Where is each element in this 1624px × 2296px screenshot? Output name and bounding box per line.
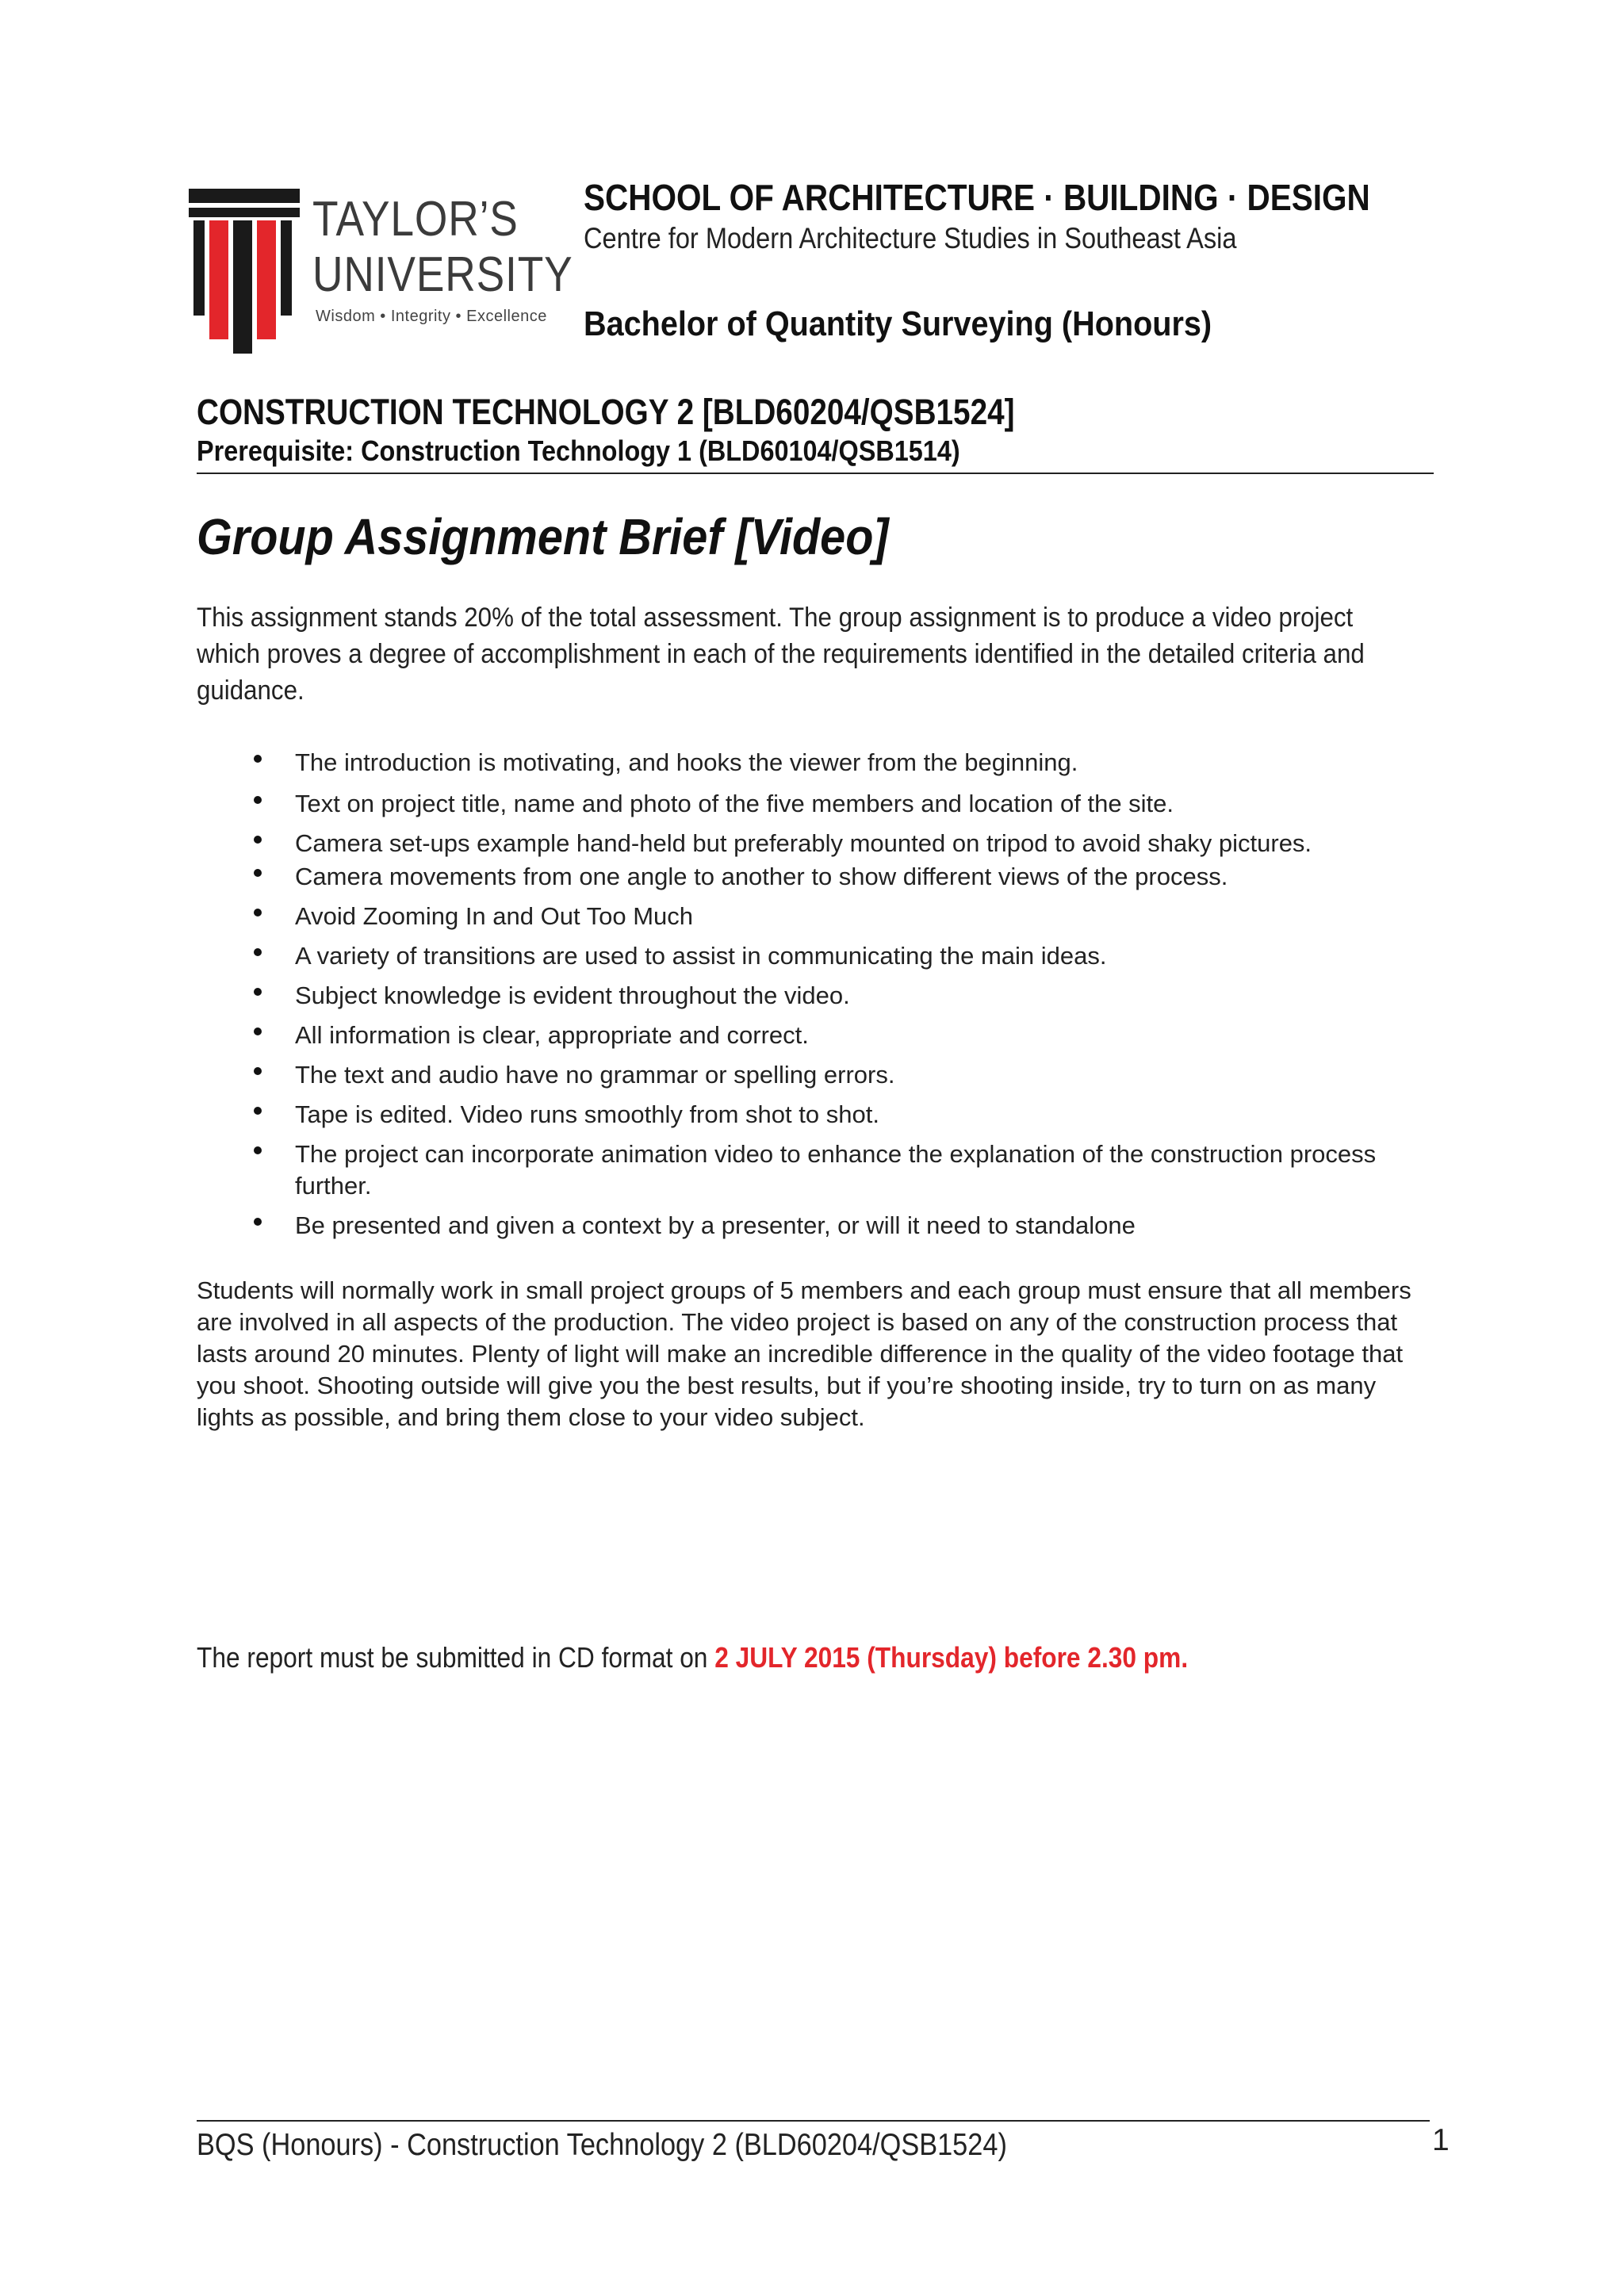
bullet-icon <box>254 1067 262 1075</box>
list-item: Be presented and given a context by a presenter, or will it need to standalone <box>197 1210 1450 1242</box>
list-item: All information is clear, appropriate and correct. <box>197 1020 1450 1051</box>
list-item: Text on project title, name and photo of the five members and location of the site. <box>197 788 1450 820</box>
bullet-icon <box>254 1218 262 1226</box>
bullet-icon <box>254 1146 262 1154</box>
body-paragraph: Students will normally work in small project groups of 5 members and each group must ensure that all members are involved in all aspects of the production. The video project is based on any of the construction process that lasts around 20 minutes. Plenty of light will make an incredible difference in the quality of the video footage that you shoot. Shooting outside will give you the best results, but if you’re shooting inside, try to turn on as many lights as possible, and bring them close to your video subject. <box>197 1276 1411 1431</box>
logo-tagline: Wisdom • Integrity • Excellence <box>316 308 547 325</box>
list-item: Camera set-ups example hand-held but preferably mounted on tripod to avoid shaky pictures. <box>197 828 1450 859</box>
bullet-icon <box>254 869 262 877</box>
bullet-icon <box>254 796 262 804</box>
footer-divider <box>197 2120 1430 2122</box>
intro-paragraph: This assignment stands 20% of the total assessment. The group assignment is to produce a video project which proves a degree of accomplishment in each of the requirements identified in the detailed criteria and guidance. <box>197 603 1365 706</box>
logo-line-2: UNIVERSITY <box>312 247 573 302</box>
logo-wordmark <box>312 192 573 303</box>
school-subtitle: Centre for Modern Architecture Studies in Southeast Asia <box>584 222 1237 254</box>
header-divider <box>197 473 1434 474</box>
list-item: The project can incorporate animation video to enhance the explanation of the construction process further. <box>197 1138 1450 1202</box>
page-number: 1 <box>1432 2123 1450 2157</box>
course-title: CONSTRUCTION TECHNOLOGY 2 [BLD60204/QSB1524] <box>197 392 1015 432</box>
footer-text: BQS (Honours) - Construction Technology 2 (BLD60204/QSB1524) <box>197 2128 1007 2162</box>
taylors-crest-icon <box>189 189 300 355</box>
deadline-prefix: The report must be submitted in CD format on <box>197 1641 715 1674</box>
list-item: The introduction is motivating, and hooks the viewer from the beginning. <box>197 747 1450 779</box>
bullet-icon <box>254 836 262 844</box>
deadline-date: 2 JULY 2015 (Thursday) before 2.30 pm. <box>714 1641 1189 1674</box>
bullet-icon <box>254 1027 262 1035</box>
bullet-icon <box>254 948 262 956</box>
list-item: A variety of transitions are used to assist in communicating the main ideas. <box>197 940 1450 972</box>
bullet-icon <box>254 755 262 763</box>
school-title: SCHOOL OF ARCHITECTURE · BUILDING · DESIGN <box>584 177 1370 218</box>
bullet-icon <box>254 988 262 996</box>
programme-title: Bachelor of Quantity Surveying (Honours) <box>584 304 1212 343</box>
submission-deadline <box>197 1641 1188 1674</box>
prerequisite: Prerequisite: Construction Technology 1 (BLD60104/QSB1514) <box>197 434 960 467</box>
list-item: Camera movements from one angle to another to show different views of the process. <box>197 861 1450 893</box>
list-item: The text and audio have no grammar or spelling errors. <box>197 1059 1450 1091</box>
requirements-list <box>197 747 1450 1242</box>
bullet-icon <box>254 1107 262 1115</box>
logo-line-1: TAYLOR’S <box>312 192 519 247</box>
bullet-icon <box>254 909 262 916</box>
university-logo <box>189 189 573 357</box>
list-item: Avoid Zooming In and Out Too Much <box>197 901 1450 932</box>
list-item: Tape is edited. Video runs smoothly from shot to shot. <box>197 1099 1450 1131</box>
document-title: Group Assignment Brief [Video] <box>197 508 889 565</box>
list-item: Subject knowledge is evident throughout the video. <box>197 980 1450 1012</box>
